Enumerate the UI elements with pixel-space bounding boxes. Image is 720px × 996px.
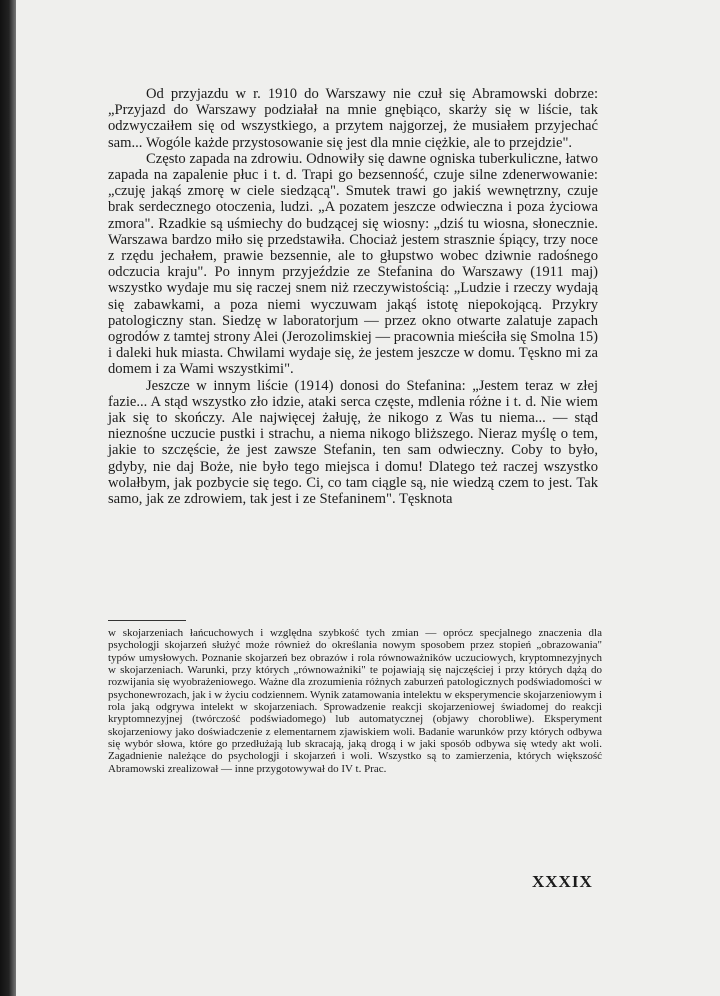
main-text	[108, 86, 598, 507]
book-spine-shadow	[0, 0, 16, 996]
page-number: XXXIX	[532, 872, 593, 891]
footnote-separator	[108, 620, 186, 621]
paragraph-1: Od przyjazdu w r. 1910 do Warszawy nie czuł się Abramowski dobrze: „Przyjazd do Warszawy podziałał na mnie gnębiąco, skarży się w liście, tak odzwyczaiłem się od wszystkiego, a przytem najgorzej, że musiałem przyjechać sam... Wogóle każde przystosowanie się jest dla mnie ciężkie, ale to przejdzie".	[108, 86, 598, 151]
paragraph-3: Jeszcze w innym liście (1914) donosi do Stefanina: „Jestem teraz w złej fazie... A stąd wszystko zło idzie, ataki serca częste, mdlenia różne i t. d. Nie wiem jak się to skończy. Ale najwięcej żałuję, że nikogo z Was tu niema... — stąd nieznośne uczucie pustki i strachu, a niema nikogo bliższego. Nieraz myślę o tem, jakie to szczęście, że jest zawsze Stefanin, ten sam odwieczny. Coby to było, gdyby, nie daj Boże, nie było tego miejsca i domu! Dlatego też raczej wszystko wolałbym, jak pozbycie się tego. Ci, co tam ciągle są, nie wiedzą czem to jest. Tak samo, jak ze zdrowiem, tak jest i ze Stefaninem". Tęsknota	[108, 377, 598, 508]
paragraph-2: Często zapada na zdrowiu. Odnowiły się dawne ogniska tuberkuliczne, łatwo zapada na zapalenie płuc i t. d. Trapi go bezsenność, czuje silne zdenerwowanie: „czuję jakąś zmorę w ciele siedzącą". Smutek trawi go jakiś wewnętrzny, czuje brak serdecznego otoczenia, ludzi. „A pozatem jeszcze odwieczna i poza życiowa zmora". Rzadkie są uśmiechy do budzącej się wiosny: „dziś tu wiosna, słonecznie. Warszawa bardzo miło się przedstawiła. Chociaż jestem strasznie śpiący, trzy noce z rzędu jechałem, prawie bezsennie, ale to głupstwo wobec dziwnie radośnego odczucia kraju". Po innym przyjeździe ze Stefanina do Warszawy (1911 maj) wszystko wydaje mu się raczej snem niż rzeczywistością: „Ludzie i rzeczy wydają się zabawkami, a poza niemi wyczuwam jakąś istotę niepokojącą. Przykry patologiczny stan. Siedzę w laboratorjum — przez okno otwarte zalatuje zapach ogrodów z tamtej strony Alei (Jerozolimskiej — pracownia mieściła się Smolna 15) i daleki huk miasta. Chwilami wydaje się, że jestem jeszcze w domu. Tęskno mi za domem i za Wami wszystkimi".	[108, 150, 598, 378]
footnote: w skojarzeniach łańcuchowych i względna szybkość tych zmian — oprócz specjalnego znaczenia dla psychologji skojarzeń służyć może również do określania nowym sposobem przez stopień „obrazowania" typów umysłowych. Poznanie skojarzeń bez obrazów i rola równoważników uczuciowych, kryptomnezyjnych w skojarzeniach. Warunki, przy których „równoważniki" te pojawiają się najczęściej i przy których dążą do rozwijania się wyobrażeniowego. Ważne dla zrozumienia różnych zaburzeń patologicznych podświadomości w psychonewrozach, jak i w życiu codziennem. Wynik zatamowania intelektu w eksperymencie skojarzeniowym i rola jaką odgrywa intelekt w skojarzeniach. Sprowadzenie reakcji skojarzeniowej świadomej do reakcji kryptomnezyjnej (twórczość podświadomego) lub automatycznej (objawy chorobliwe). Eksperyment skojarzeniowy jako doświadczenie z elementarnem zjawiskiem woli. Badanie warunków przy których odbywa się wybór słowa, które go przedłużają lub skracają, jaką drogą i w jaki sposób odbywa się wtedy akt woli. Zagadnienie należące do psychologji i skojarzeń i woli. Wszystko są to zamierzenia, których większość Abramowski zrealizował — inne przygotowywał do IV t. Prac.	[108, 627, 602, 775]
